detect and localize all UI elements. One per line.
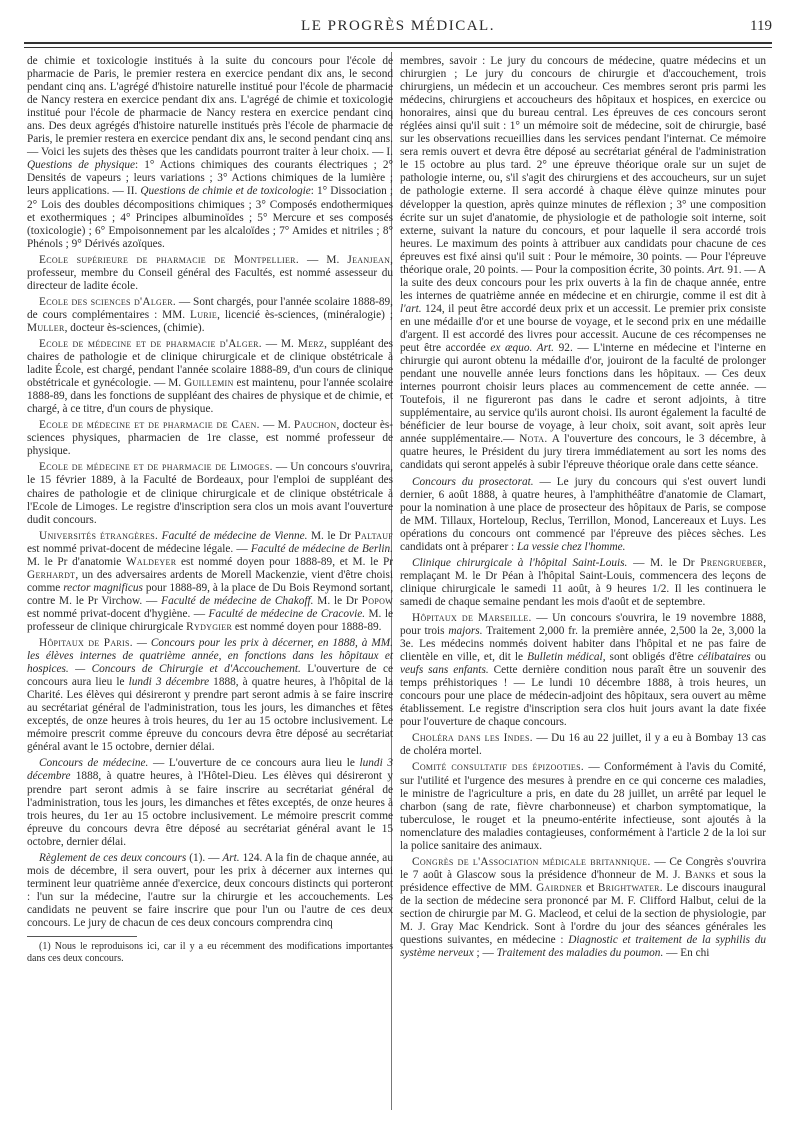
paragraph-alger-sciences: Ecole des sciences d'Alger. — Sont chargés, pour l'année scolaire 1888-89, de cours complémentaires : MM. Lurie, licencié ès-sciences, (minéralogie) ; Muller, docteur ès-sciences, (chimie).: [27, 295, 393, 334]
paragraph-reglement: Règlement de ces deux concours (1). — Art. 124. A la fin de chaque année, au mois de décembre, il sera ouvert, pour les prix à décerner aux internes qui terminent leur quatrième année d'exercice, deux concours distincts qui porteront : l'un sur la médecine, l'autre sur la chirurgie et les accouchements. Les candidats ne peuvent se faire inscrire que pour l'un ou l'autre de ces deux concours. Le jury de chacun de ces deux concours comprendra cinq: [27, 851, 393, 929]
paragraph-cholera: Choléra dans les Indes. — Du 16 au 22 juillet, il y a eu à Bombay 13 cas de choléra mortel.: [400, 732, 766, 758]
footnote: (1) Nous le reproduisons ici, car il y a eu récemment des modifications importantes dans ces deux concours.: [27, 941, 393, 965]
journal-title: LE PROGRÈS MÉDICAL.: [301, 18, 495, 34]
page-number: 119: [750, 18, 772, 34]
header-rule-thick: [24, 42, 772, 44]
right-column: [400, 55, 766, 963]
paragraph-epizooties: Comité consultatif des épizooties. — Conformément à l'avis du Comité, sur l'utilité et l'urgence des mesures à prendre en ce qui concerne ces maladies, le ministre de l'agriculture a pris, en date du 28 juillet, un arrêté par lequel le charbon (sang de rate, fièvre charbonneuse) et charbon symptomatique, la tuberculose, le rouget et la pneumo-entérite infectieuse, sont ajoutés à la nomenclature des maladies contagieuses, conformément à l'article 2 de la loi sur la police sanitaire des animaux.: [400, 761, 766, 852]
left-column: [27, 55, 393, 965]
paragraph-pharmacie-agreges: de chimie et toxicologie institués à la suite du concours pour l'école de pharmacie de Paris, le premier restera en exercice pendant dix ans, le second pendant cinq ans. L'agrégé d'histoire naturelle institué pour l'école de pharmacie de Nancy restera en exercice pendant dix ans. L'agrégé de chimie et toxicologie institué pour l'école de pharmacie de Nancy restera en exercice pendant cinq ans. Des deux agrégés d'histoire naturelle institués près l'école de pharmacie de Paris, le premier restera en exercice pendant dix ans, le second pendant cinq ans. — Voici les sujets des thèses que les candidats pourront traiter à leur choix. — I. Questions de physique: 1° Actions chimiques des courants électriques ; 2° Densités de vapeurs ; leurs variations ; 3° Actions chimiques de la lumière ; leurs applications. — II. Questions de chimie et de toxicologie: 1° Dissociation ; 2° Lois des doubles décompositions chimiques ; 3° Composés endothermiques et exothermiques ; 4° Principes albuminoïdes ; 5° Mercure et ses composés (toxicologie) ; 6° Empoisonnement par les alcaloïdes ; 7° Amides et nitriles ; 8° Phénols ; 9° Dérivés azoïques.: [27, 55, 393, 250]
footnote-rule: [27, 936, 137, 937]
paragraph-universites-etrangeres: Universités étrangères. Faculté de médecine de Vienne. M. le Dr Paltauf est nommé privat-docent de médecine légale. — Faculté de médecine de Berlin. M. le Pr d'anatomie Waldeyer est nommé doyen pour 1888-89, et M. le Pr Gerhardt, un des adversaires ardents de Morell Mackenzie, vient d'être choisi comme rector magnificus pour 1888-89, à la place de Du Bois Reymond sortant, contre M. le Pr Virchow. — Faculté de médecine de Chakoff. M. le Dr Popow est nommé privat-docent d'hygiène. — Faculté de médecine de Cracovie. M. le professeur de clinique chirurgicale Rydygier est nommé doyen pour 1888-89.: [27, 529, 394, 633]
paragraph-prosectorat: Concours du prosectorat. — Le jury du concours qui s'est ouvert lundi dernier, 6 août 1888, à quatre heures, à l'amphithéâtre d'anatomie de Clamart, pour la nomination à une place de prosecteur des hôpitaux de Paris, se compose de MM. Tillaux, Horteloup, Reclus, Terrillon, Monod, Lancereaux et Luys. Les opérations du concours ont commencé par l'épreuve des pièces sèches. Les candidats ont à préparer : La vessie chez l'homme.: [400, 475, 766, 553]
paragraph-limoges: Ecole de médecine et de pharmacie de Limoges. — Un concours s'ouvrira, le 15 février 1889, à la Faculté de Bordeaux, pour l'emploi de suppléant des chaires de pathologie et de clinique chirurgicale et de clinique obstétricale à l'Ecole de Limoges. Le registre d'inscription sera clos un mois avant l'ouverture dudit concours.: [27, 461, 393, 526]
paragraph-montpellier: Ecole supérieure de pharmacie de Montpellier. — M. Jeanjean, professeur, membre du Conseil général des Facultés, est nommé assesseur du directeur de ladite école.: [27, 253, 393, 292]
paragraph-concours-medecine: Concours de médecine. — L'ouverture de ce concours aura lieu le lundi 3 décembre 1888, à quatre heures, à l'Hôtel-Dieu. Les élèves qui désireront y prendre part seront admis à se faire inscrire au secrétariat général de l'administration, tous les jours, les dimanches et fêtes exceptés, de onze heures à trois heures, du 1er au 15 octobre inclusivement. Le mémoire prescrit comme épreuve du concours devra être déposé au secrétariat général avant le 15 octobre, dernier délai.: [27, 757, 393, 848]
running-header: [24, 18, 772, 40]
paragraph-hopitaux-paris: Hôpitaux de Paris. — Concours pour les prix à décerner, en 1888, à MM. les élèves internes de quatrième année, en fonctions dans les hôpitaux et hospices. — Concours de Chirurgie et d'Accouchement. L'ouverture de ce concours aura lieu le lundi 3 décembre 1888, à quatre heures, à l'hôpital de la Charité. Les élèves qui désireront y prendre part seront admis à se faire inscrire au secrétariat général de l'administration, tous les jours, les dimanches et fêtes exceptés, de onze heures à trois heures, du 1er au 15 octobre inclusivement. Le mémoire prescrit comme épreuve du concours devra être déposé au secrétariat général avant le 15 octobre, dernier délai.: [27, 637, 393, 754]
header-rule-thin: [24, 47, 772, 48]
paragraph-alger-medecine: Ecole de médecine et de pharmacie d'Alger. — M. Merz, suppléant des chaires de pathologie et de clinique chirurgicale et de clinique obstétricale à ladite École, est chargé, pendant l'année scolaire 1888-89, d'un cours de clinique obstétricale et gynécologie. — M. Guillemin est maintenu, pour l'année scolaire 1888-89, dans les fonctions de suppléant des chaires de physique et de chimie, et chargé, à ce titre, d'un cours de physique.: [27, 337, 394, 416]
paragraph-caen: Ecole de médecine et de pharmacie de Caen. — M. Pauchon, docteur ès-sciences physiques, pharmacien de 1re classe, est nommé professeur de physique.: [27, 419, 393, 458]
paragraph-saint-louis: Clinique chirurgicale à l'hôpital Saint-Louis. — M. le Dr Prengrueber, remplaçant M. le Dr Péan à l'hôpital Saint-Louis, commencera des leçons de clinique chirurgicale le samedi 11 août, à 9 heures 1/2. Il les continuera le samedi de chaque semaine pendant les mois d'août et de septembre.: [400, 556, 767, 608]
paragraph-marseille: Hôpitaux de Marseille. — Un concours s'ouvrira, le 19 novembre 1888, pour trois majors. Traitement 2,000 fr. la première année, 2,500 la 2e, 3,000 la 3e. Les médecins nommés doivent habiter dans l'hôpital et ne pas faire de clientèle en ville, et, dit le Bulletin médical, sont obligés d'être célibataires ou veufs sans enfants. Cette dernière condition nous paraît être un souvenir des temps préhistoriques ! — Le lundi 10 décembre 1888, à trois heures, un concours pour une place de médecin-adjoint des hôpitaux, sera ouvert au même établissement. Le registre d'inscription sera clos huit jours avant la date fixée pour l'ouverture de chaque concours.: [400, 611, 767, 729]
paragraph-jury-epreuves: membres, savoir : Le jury du concours de médecine, quatre médecins et un chirurgien ; Le jury du concours de chirurgie et d'accouchement, trois chirurgiens, un médecin et un accoucheur. Ces membres seront pris parmi les médecins, chirurgiens et accoucheurs des hôpitaux et hospices, en exercice ou honoraires, ainsi que du bureau central. Les épreuves de ces concours seront réglées ainsi qu'il suit : 1° un mémoire soit de médecine, soit de chirurgie, basé sur les observations recueillies dans les services pendant l'internat. Ce mémoire sera remis ouvert et devra être déposé au secrétariat général de l'administration le 15 octobre au plus tard. 2° une épreuve théorique orale sur un sujet de pathologie interne, ou, s'il s'agit des chirurgiens et des accoucheurs, sur un sujet de pathologie externe. Il sera accordé à chaque élève quinze minutes pour développer la question, après quinze minutes de réflexion ; 3° une composition écrite sur un sujet d'anatomie, de physiologie et de pathologie soit interne, soit externe, suivant la nature du concours, et pour laquelle il sera accordé trois heures. Le maximum des points à attribuer aux candidats pour chacune de ces épreuves est fixé ainsi qu'il suit : Pour le mémoire, 30 points. — Pour l'épreuve théorique orale, 20 points. — Pour la composition écrite, 30 points. Art. 91. — A la suite des deux concours pour les prix ouverts à la fin de chaque année, entre les internes de quatrième année en médecine et en chirurgie, comme il est dit à l'art. 124, il peut être accordé deux prix et un accessit. Le premier prix consiste en une médaille d'or et une bourse de voyage, et le second prix en une médaille d'argent. Il est accordé des livres pour accessit. Aucune de ces récompenses ne peut être accordée ex æquo. Art. 92. — L'interne en médecine et l'interne en chirurgie qui auront obtenu la médaille d'or, jouiront de la faculté de prolonger pendant une nouvelle année leurs fonctions dans les hôpitaux. — Ces deux internes pourront choisir leurs places au commencement de cette année. — Toutefois, il ne figureront pas dans le cadre et seront adjoints, à titre supplémentaire, au service qu'ils auront choisi. Ils auront également la faculté de bénéficier de leur bourse de voyage, à leur choix, soit avant, soit après leur année supplémentaire.— Nota. A l'ouverture des concours, le 3 décembre, à quatre heures, le Président du jury tirera immédiatement au sort les noms des candidats qui seront appelés à subir l'épreuve théorique orale dans cette séance.: [400, 55, 767, 472]
paragraph-congres-britannique: Congrès de l'Association médicale britannique. — Ce Congrès s'ouvrira le 7 août à Glascow sous la présidence d'honneur de M. J. Banks et sous la présidence effective de MM. Gairdner et Brightwater. Le discours inaugural de la section de médecine sera prononcé par M. F. Clifford Halbut, celui de la section de chirurgie par M. G. Macleod, et celui de la section de physiologie, par M. J. Gray Mac Kendrick. Sont à l'ordre du jour des séances générales les questions suivantes, en médecine : Diagnostic et traitement de la syphilis du système nerveux ; — Traitement des maladies du poumon. — En chi: [400, 855, 767, 960]
